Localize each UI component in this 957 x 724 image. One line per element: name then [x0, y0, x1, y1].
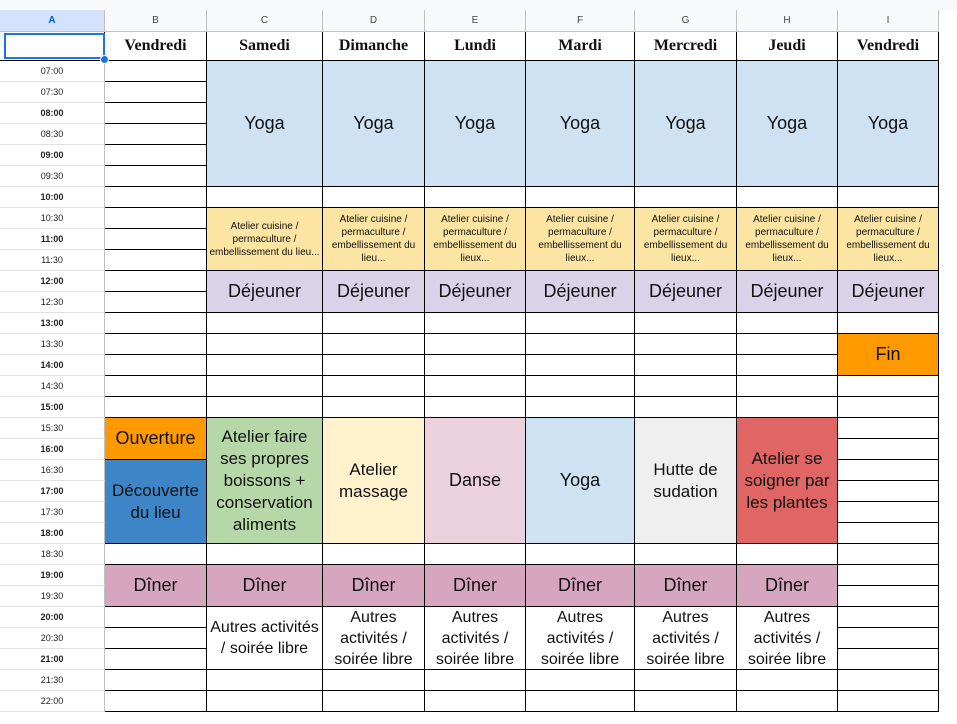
event-danse[interactable]: Danse [425, 418, 526, 544]
day-header-3[interactable]: Dimanche [323, 32, 425, 61]
grid-cell[interactable] [838, 628, 939, 649]
event-dejeuner[interactable]: Déjeuner [838, 271, 939, 313]
grid-cell[interactable] [207, 376, 323, 397]
grid-cell[interactable] [105, 397, 207, 418]
grid-cell[interactable] [105, 124, 207, 145]
grid-cell[interactable] [526, 187, 635, 208]
grid-cell[interactable] [425, 355, 526, 376]
grid-cell[interactable] [425, 670, 526, 691]
event-autres[interactable]: Autres activités / soirée libre [635, 607, 737, 670]
grid-cell[interactable] [207, 670, 323, 691]
time-label: 09:30 [0, 166, 105, 187]
grid-cell[interactable] [635, 355, 737, 376]
grid-cell[interactable] [425, 376, 526, 397]
grid-cell[interactable] [105, 313, 207, 334]
grid-cell[interactable] [838, 523, 939, 544]
event-atelier-cuisine-lieu[interactable]: Atelier cuisine / permaculture / embellissement du lieu... [323, 208, 425, 271]
time-label: 07:30 [0, 82, 105, 103]
column-header-i[interactable]: I [838, 10, 939, 32]
grid-cell[interactable] [526, 334, 635, 355]
grid-cell[interactable] [207, 691, 323, 712]
event-yoga[interactable]: Yoga [526, 418, 635, 544]
grid-cell[interactable] [526, 691, 635, 712]
event-diner[interactable]: Dîner [737, 565, 838, 607]
time-label: 20:30 [0, 628, 105, 649]
event-dejeuner[interactable]: Déjeuner [207, 271, 323, 313]
event-decouverte[interactable]: Découverte du lieu [105, 460, 207, 544]
event-atelier-cuisine-lieux[interactable]: Atelier cuisine / permaculture / embellissement du lieux... [425, 208, 526, 271]
grid-cell[interactable] [737, 334, 838, 355]
event-diner[interactable]: Dîner [425, 565, 526, 607]
grid-cell[interactable] [425, 313, 526, 334]
event-ouverture[interactable]: Ouverture [105, 418, 207, 460]
grid-cell[interactable] [838, 502, 939, 523]
grid-cell[interactable] [105, 292, 207, 313]
grid-cell[interactable] [838, 565, 939, 586]
event-diner[interactable]: Dîner [105, 565, 207, 607]
event-yoga[interactable]: Yoga [425, 61, 526, 187]
grid-cell[interactable] [526, 670, 635, 691]
grid-cell[interactable] [105, 649, 207, 670]
time-label: 08:30 [0, 124, 105, 145]
time-label: 21:30 [0, 670, 105, 691]
time-label: 14:30 [0, 376, 105, 397]
grid-cell[interactable] [105, 355, 207, 376]
time-label: 15:00 [0, 397, 105, 418]
grid-cell[interactable] [105, 61, 207, 82]
time-label: 12:00 [0, 271, 105, 292]
grid-cell[interactable] [207, 313, 323, 334]
grid-cell[interactable] [105, 670, 207, 691]
grid-cell[interactable] [105, 544, 207, 565]
event-dejeuner[interactable]: Déjeuner [635, 271, 737, 313]
grid-cell[interactable] [635, 670, 737, 691]
grid-cell[interactable] [526, 397, 635, 418]
grid-cell[interactable] [207, 544, 323, 565]
time-label: 14:00 [0, 355, 105, 376]
grid-cell[interactable] [635, 187, 737, 208]
grid-cell[interactable] [838, 586, 939, 607]
event-atelier-massage[interactable]: Atelier massage [323, 418, 425, 544]
time-label: 15:30 [0, 418, 105, 439]
grid-cell[interactable] [207, 334, 323, 355]
grid-cell[interactable] [425, 334, 526, 355]
grid-cell[interactable] [105, 187, 207, 208]
event-fin[interactable]: Fin [838, 334, 939, 376]
grid-cell[interactable] [105, 145, 207, 166]
event-dejeuner[interactable]: Déjeuner [323, 271, 425, 313]
day-header-8[interactable]: Vendredi [838, 32, 939, 61]
grid-cell[interactable] [207, 355, 323, 376]
grid-cell[interactable] [737, 397, 838, 418]
time-label: 13:00 [0, 313, 105, 334]
grid-cell[interactable] [323, 670, 425, 691]
event-dejeuner[interactable]: Déjeuner [425, 271, 526, 313]
grid-cell[interactable] [635, 334, 737, 355]
grid-cell[interactable] [635, 376, 737, 397]
grid-cell[interactable] [838, 607, 939, 628]
grid-cell[interactable] [526, 313, 635, 334]
grid-cell[interactable] [207, 397, 323, 418]
event-yoga[interactable]: Yoga [207, 61, 323, 187]
fill-handle[interactable] [100, 55, 109, 64]
event-diner[interactable]: Dîner [526, 565, 635, 607]
grid-cell[interactable] [838, 649, 939, 670]
event-autres[interactable]: Autres activités / soirée libre [323, 607, 425, 670]
event-yoga[interactable]: Yoga [323, 61, 425, 187]
grid-cell[interactable] [105, 250, 207, 271]
grid-cell[interactable] [105, 607, 207, 628]
grid-cell[interactable] [105, 376, 207, 397]
event-atelier-cuisine-lieux[interactable]: Atelier cuisine / permaculture / embellissement du lieux... [635, 208, 737, 271]
event-atelier-boissons[interactable]: Atelier faire ses propres boissons + conservation aliments [207, 418, 323, 544]
event-atelier-cuisine-lieux[interactable]: Atelier cuisine / permaculture / embellissement du lieux... [526, 208, 635, 271]
time-label: 08:00 [0, 103, 105, 124]
event-yoga[interactable]: Yoga [838, 61, 939, 187]
event-diner[interactable]: Dîner [207, 565, 323, 607]
grid-cell[interactable] [105, 103, 207, 124]
time-label: 19:00 [0, 565, 105, 586]
grid-cell[interactable] [105, 166, 207, 187]
event-autres[interactable]: Autres activités / soirée libre [207, 607, 323, 670]
grid-cell[interactable] [635, 313, 737, 334]
column-header-d[interactable]: D [323, 10, 425, 32]
time-label: 10:30 [0, 208, 105, 229]
grid-cell[interactable] [323, 544, 425, 565]
grid-cell[interactable] [323, 355, 425, 376]
selection-box [4, 33, 105, 59]
day-header-4[interactable]: Lundi [425, 32, 526, 61]
event-autres[interactable]: Autres activités / soirée libre [737, 607, 838, 670]
column-header-a[interactable]: A [0, 10, 105, 32]
grid-cell[interactable] [737, 691, 838, 712]
column-header-b[interactable]: B [105, 10, 207, 32]
grid-cell[interactable] [838, 481, 939, 502]
time-label: 17:30 [0, 502, 105, 523]
time-label: 07:00 [0, 61, 105, 82]
time-label: 10:00 [0, 187, 105, 208]
grid-cell[interactable] [737, 376, 838, 397]
event-diner[interactable]: Dîner [323, 565, 425, 607]
grid-cell[interactable] [105, 82, 207, 103]
event-atelier-cuisine-lieu[interactable]: Atelier cuisine / permaculture / embellissement du lieu... [207, 208, 323, 271]
event-dejeuner[interactable]: Déjeuner [737, 271, 838, 313]
grid-cell[interactable] [323, 334, 425, 355]
day-header-2[interactable]: Samedi [207, 32, 323, 61]
grid-cell[interactable] [526, 355, 635, 376]
time-label: 16:30 [0, 460, 105, 481]
time-label: 13:30 [0, 334, 105, 355]
grid-cell[interactable] [838, 544, 939, 565]
grid-cell[interactable] [425, 187, 526, 208]
time-label: 12:30 [0, 292, 105, 313]
grid-cell[interactable] [105, 229, 207, 250]
grid-cell[interactable] [635, 544, 737, 565]
time-label: 18:30 [0, 544, 105, 565]
grid-cell[interactable] [105, 271, 207, 292]
grid-cell[interactable] [105, 628, 207, 649]
time-label: 22:00 [0, 691, 105, 712]
grid-cell[interactable] [105, 334, 207, 355]
grid-cell[interactable] [105, 208, 207, 229]
event-yoga[interactable]: Yoga [635, 61, 737, 187]
grid-cell[interactable] [838, 397, 939, 418]
column-header-f[interactable]: F [526, 10, 635, 32]
time-label: 18:00 [0, 523, 105, 544]
grid-cell[interactable] [737, 355, 838, 376]
time-label: 20:00 [0, 607, 105, 628]
day-header-6[interactable]: Mercredi [635, 32, 737, 61]
time-label: 19:30 [0, 586, 105, 607]
grid-cell[interactable] [526, 376, 635, 397]
time-label: 21:00 [0, 649, 105, 670]
column-header-g[interactable]: G [635, 10, 737, 32]
grid-cell[interactable] [425, 397, 526, 418]
grid-cell[interactable] [207, 187, 323, 208]
grid-cell[interactable] [838, 670, 939, 691]
day-header-7[interactable]: Jeudi [737, 32, 838, 61]
time-label: 17:00 [0, 481, 105, 502]
event-dejeuner[interactable]: Déjeuner [526, 271, 635, 313]
grid-cell[interactable] [838, 376, 939, 397]
event-atelier-cuisine-lieux[interactable]: Atelier cuisine / permaculture / embellissement du lieux... [838, 208, 939, 271]
grid-cell[interactable] [425, 691, 526, 712]
grid-cell[interactable] [105, 691, 207, 712]
grid-cell[interactable] [838, 439, 939, 460]
grid-cell[interactable] [838, 691, 939, 712]
grid-cell[interactable] [323, 376, 425, 397]
grid-cell[interactable] [838, 460, 939, 481]
event-atelier-cuisine-lieux[interactable]: Atelier cuisine / permaculture / embellissement du lieux... [737, 208, 838, 271]
time-label: 11:30 [0, 250, 105, 271]
grid-cell[interactable] [323, 313, 425, 334]
grid-cell[interactable] [737, 313, 838, 334]
grid-cell[interactable] [737, 544, 838, 565]
event-autres[interactable]: Autres activités / soirée libre [526, 607, 635, 670]
grid-cell[interactable] [737, 670, 838, 691]
day-header-5[interactable]: Mardi [526, 32, 635, 61]
grid-cell[interactable] [323, 187, 425, 208]
grid-cell[interactable] [838, 418, 939, 439]
day-header-1[interactable]: Vendredi [105, 32, 207, 61]
grid-cell[interactable] [838, 313, 939, 334]
toolbar-strip [0, 0, 957, 10]
grid-cell[interactable] [737, 187, 838, 208]
grid-cell[interactable] [526, 544, 635, 565]
grid-cell[interactable] [323, 397, 425, 418]
grid-cell[interactable] [838, 187, 939, 208]
event-diner[interactable]: Dîner [635, 565, 737, 607]
event-atelier-plantes[interactable]: Atelier se soigner par les plantes [737, 418, 838, 544]
event-yoga[interactable]: Yoga [737, 61, 838, 187]
grid-cell[interactable] [425, 544, 526, 565]
time-label: 11:00 [0, 229, 105, 250]
column-header-c[interactable]: C [207, 10, 323, 32]
event-autres[interactable]: Autres activités / soirée libre [425, 607, 526, 670]
time-label: 09:00 [0, 145, 105, 166]
column-header-e[interactable]: E [425, 10, 526, 32]
grid-cell[interactable] [635, 691, 737, 712]
grid-cell[interactable] [635, 397, 737, 418]
grid-cell[interactable] [323, 691, 425, 712]
column-header-h[interactable]: H [737, 10, 838, 32]
time-label: 16:00 [0, 439, 105, 460]
event-hutte[interactable]: Hutte de sudation [635, 418, 737, 544]
event-yoga[interactable]: Yoga [526, 61, 635, 187]
